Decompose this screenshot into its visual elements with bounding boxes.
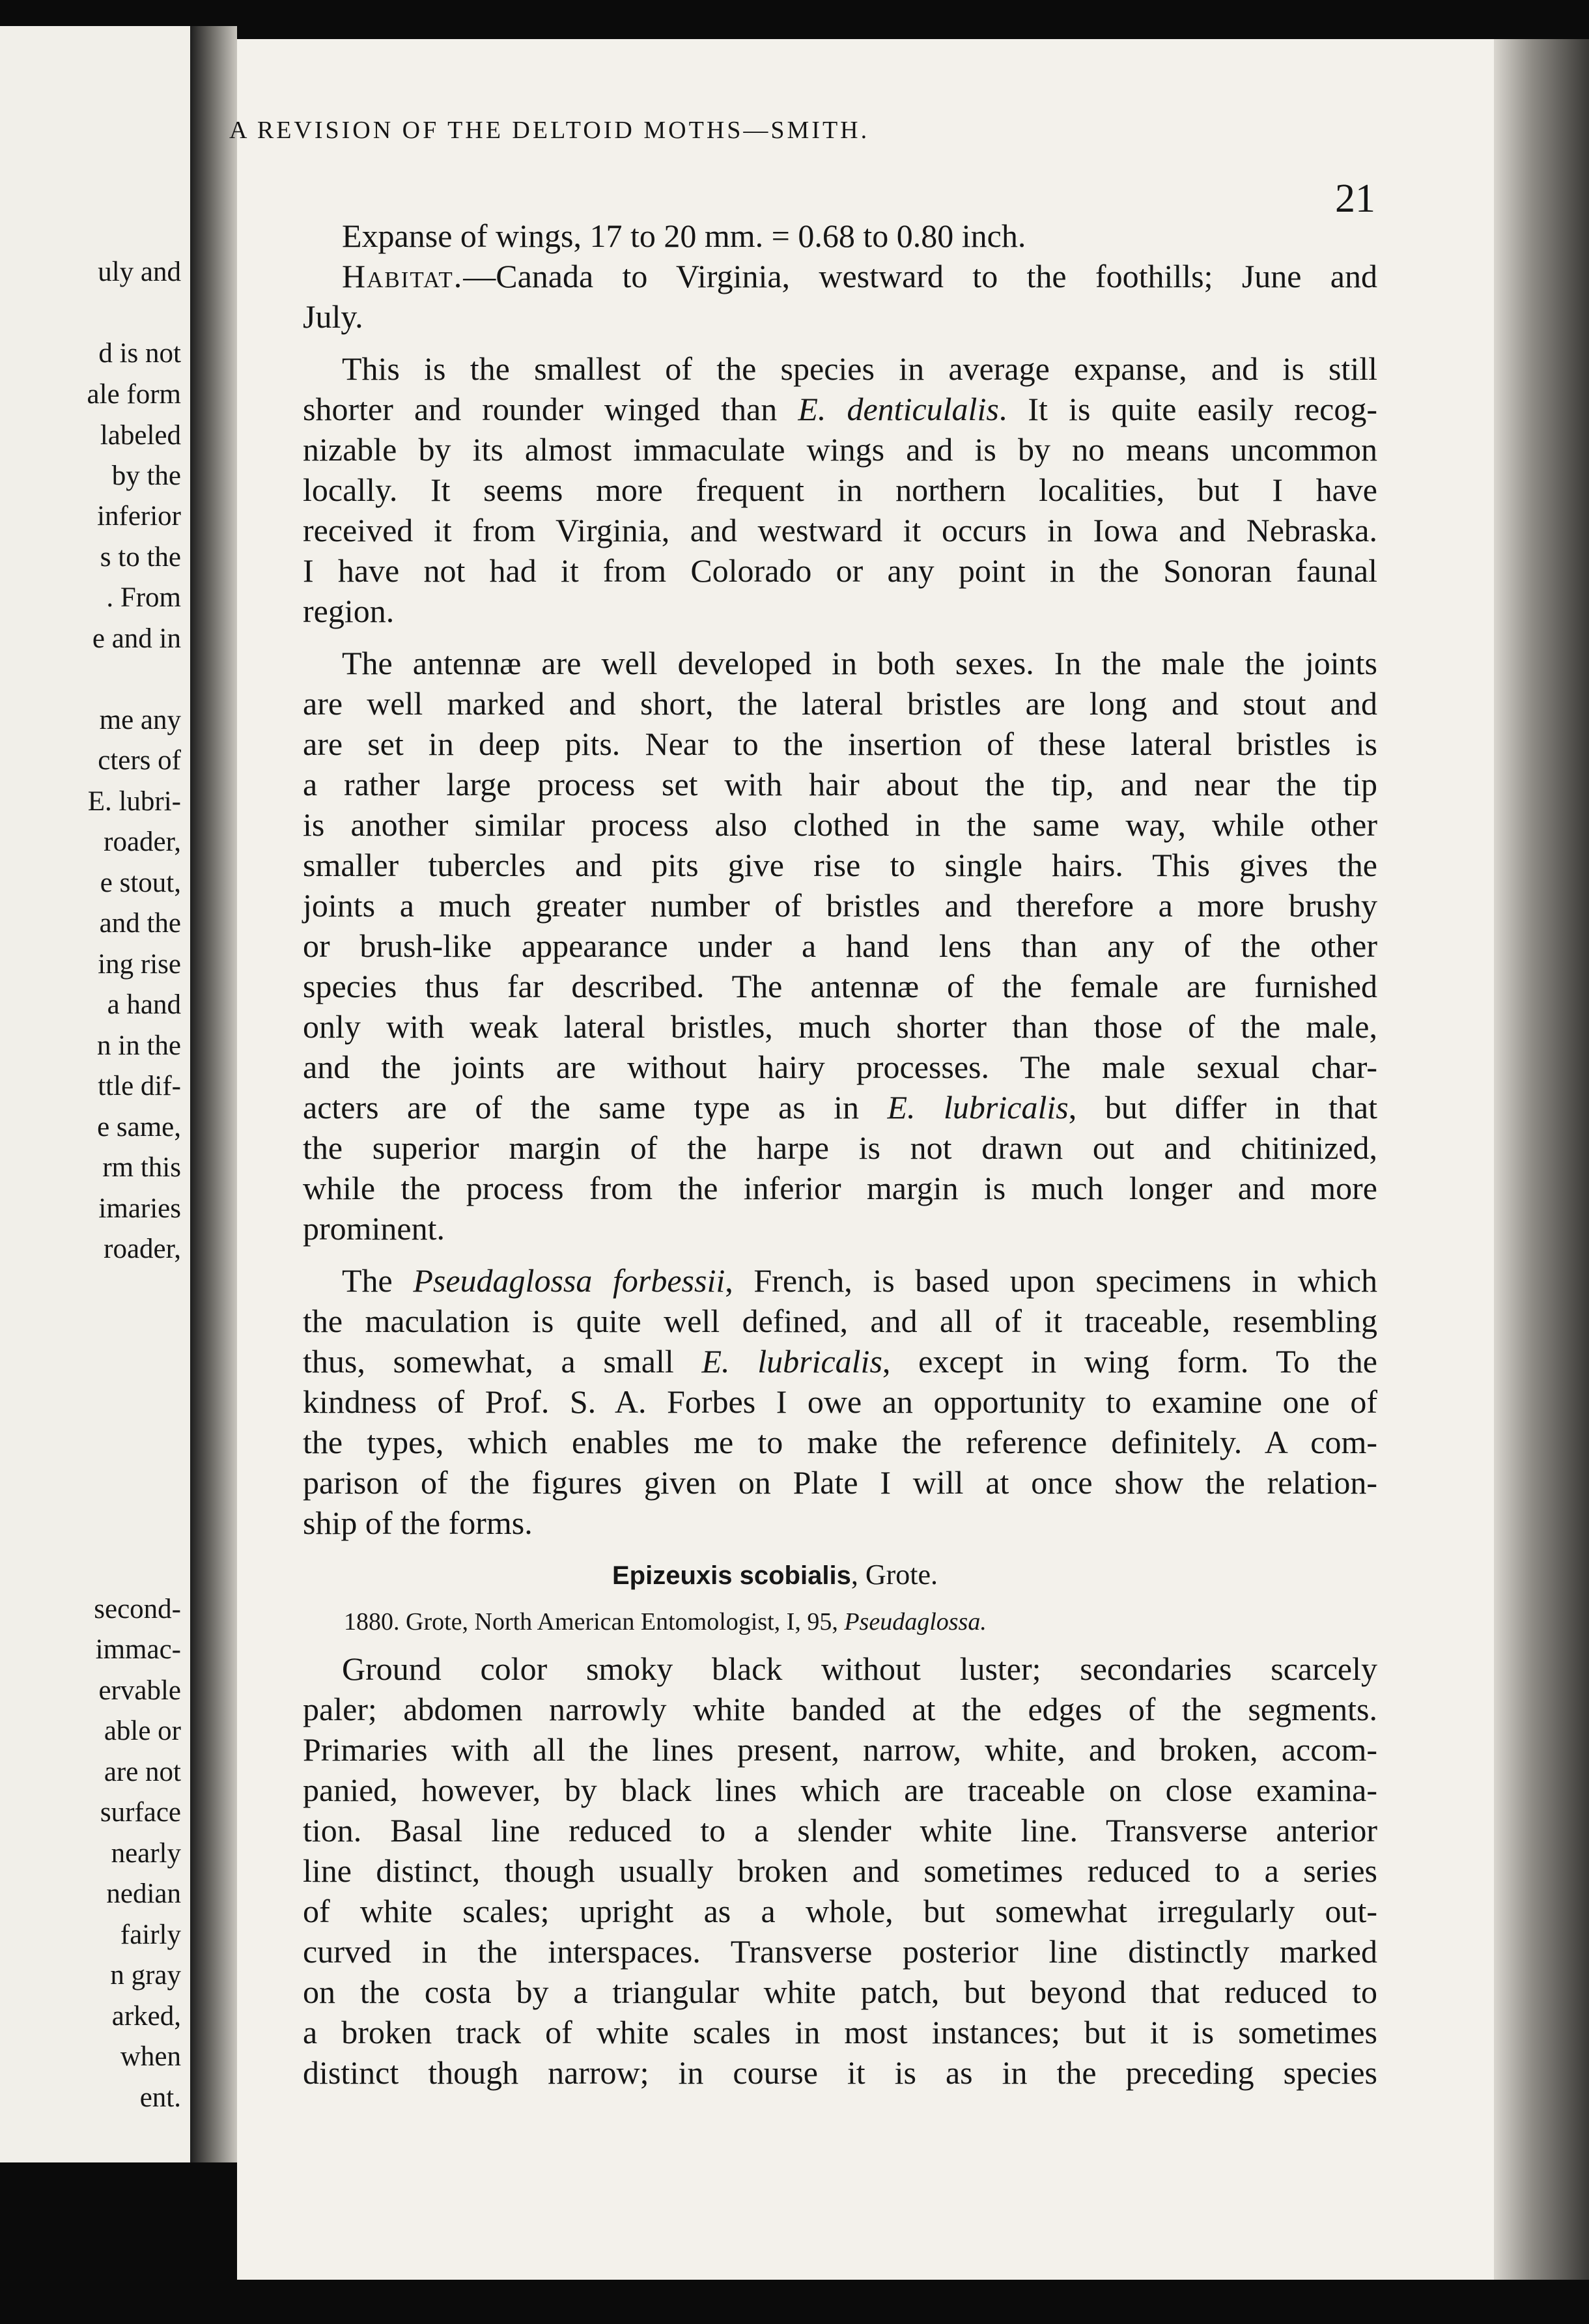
- left-page-fragment: and the: [99, 908, 181, 939]
- left-page-fragment: arked,: [111, 2001, 181, 2032]
- text-run: , but differ in that: [1068, 1089, 1378, 1126]
- left-page-fragment: e and in: [92, 623, 181, 654]
- left-page-fragment: imaries: [98, 1193, 181, 1224]
- text-line: [303, 2052, 1377, 2093]
- text-line: [303, 348, 1377, 390]
- text-line: [303, 763, 1377, 805]
- text-line: [303, 1381, 1377, 1423]
- text-line: [303, 1502, 1377, 1544]
- text-run: Primaries with all the lines present, narrow, white, and broken, accom-: [303, 1731, 1377, 1768]
- text-run: tion. Basal line reduced to a slender white line. Transverse anterior: [303, 1812, 1377, 1849]
- text-run: parison of the figures given on Plate I will at once show the relation-: [303, 1464, 1377, 1501]
- left-page-fragment: rm this: [102, 1152, 181, 1183]
- text-run: on the costa by a triangular white patch, but beyond that reduced to: [303, 1974, 1377, 2010]
- text-line: [303, 1729, 1377, 1770]
- left-page-fragment: inferior: [97, 501, 181, 531]
- text-run: Ground color smoky black without luster; secondaries scarcely: [342, 1651, 1377, 1687]
- text-run: are well marked and short, the lateral bristles are long and stout and: [303, 685, 1377, 722]
- text-line: [303, 388, 1377, 430]
- text-line: [303, 804, 1377, 845]
- text-line: [303, 1648, 1377, 1690]
- text-run: joints a much greater number of bristles and therefore a more brushy: [303, 887, 1377, 924]
- left-page-fragment: ale form: [87, 379, 181, 410]
- text-run: Habitat.: [342, 258, 464, 294]
- species-heading: [612, 1558, 938, 1591]
- text-line: [303, 1340, 1377, 1382]
- left-page-fragment: surface: [100, 1797, 181, 1828]
- text-line: [303, 469, 1377, 511]
- text-line: [303, 1260, 1377, 1301]
- text-run: shorter and rounder winged than: [303, 391, 798, 427]
- text-line: [303, 1809, 1377, 1851]
- text-run: acters are of the same type as in: [303, 1089, 888, 1126]
- text-run: panied, however, by black lines which are traceable on close examina-: [303, 1772, 1377, 1808]
- text-run: a rather large process set with hair about the tip, and near the tip: [303, 766, 1377, 802]
- left-page-fragment: roader,: [104, 827, 181, 857]
- left-page-fragment: second-: [94, 1594, 181, 1624]
- text-line: [303, 215, 1377, 257]
- text-line: [303, 1850, 1377, 1892]
- left-page-fragment: uly and: [98, 257, 181, 287]
- text-run: . It is quite easily recog-: [998, 391, 1378, 427]
- text-line: [303, 1931, 1377, 1972]
- text-run: This is the smallest of the species in average expanse, and is still: [342, 350, 1377, 387]
- left-page-fragment: nearly: [111, 1838, 181, 1869]
- text-line: [303, 1421, 1377, 1463]
- text-line: [303, 723, 1377, 765]
- left-page-fragment: d is not: [98, 338, 181, 369]
- text-run: The antennæ are well developed in both sexes. In the male the joints: [342, 645, 1377, 681]
- left-page-fragment: able or: [104, 1716, 181, 1746]
- left-page-fragment: labeled: [100, 420, 181, 451]
- citation-text: 1880. Grote, North American Entomologist, I, 95,: [344, 1608, 845, 1636]
- text-run: ship of the forms.: [303, 1505, 533, 1541]
- left-page-fragment: by the: [111, 461, 181, 491]
- left-page-fragment: cters of: [98, 745, 181, 776]
- text-run: is another similar process also clothed in the same way, while other: [303, 806, 1377, 843]
- text-run: the superior margin of the harpe is not drawn out and chitinized,: [303, 1129, 1377, 1166]
- page-gutter-shadow: [190, 26, 237, 2162]
- text-line: [303, 1769, 1377, 1811]
- left-page-fragment: fairly: [120, 1920, 181, 1950]
- text-run: received it from Virginia, and westward it occurs in Iowa and Nebraska.: [303, 512, 1377, 548]
- citation-genus: Pseudaglossa.: [844, 1608, 987, 1636]
- text-line: [303, 1167, 1377, 1209]
- text-run: only with weak lateral bristles, much shorter than those of the male,: [303, 1008, 1377, 1045]
- text-line: [303, 590, 1377, 632]
- left-page-fragment: ervable: [98, 1675, 181, 1706]
- text-run: I have not had it from Colorado or any point in the Sonoran faunal: [303, 552, 1377, 589]
- left-page-fragment: s to the: [100, 542, 181, 573]
- text-run: smaller tubercles and pits give rise to single hairs. This gives the: [303, 847, 1377, 883]
- text-run: or brush-like appearance under a hand lens than any of the other: [303, 928, 1377, 964]
- text-run: of white scales; upright as a whole, but somewhat irregularly out-: [303, 1893, 1377, 1929]
- left-page-fragment: a hand: [107, 989, 181, 1020]
- text-line: [303, 925, 1377, 967]
- left-page-fragment: immac-: [95, 1634, 181, 1665]
- text-line: [303, 296, 1377, 337]
- text-run: while the process from the inferior margin is much longer and more: [303, 1170, 1377, 1206]
- species-author: , Grote.: [851, 1559, 938, 1591]
- left-page-fragment: E. lubri-: [87, 786, 181, 817]
- text-line: [303, 1462, 1377, 1503]
- species-name: Epizeuxis scobialis: [612, 1561, 851, 1590]
- text-line: [303, 1971, 1377, 2013]
- left-page-fragment: n gray: [110, 1960, 181, 1991]
- text-run: , French, is based upon specimens in which: [725, 1262, 1377, 1299]
- text-run: Pseudaglossa forbessii: [413, 1262, 725, 1299]
- text-line: [303, 1688, 1377, 1730]
- text-run: thus, somewhat, a small: [303, 1343, 702, 1380]
- text-line: [303, 683, 1377, 724]
- text-run: the types, which enables me to make the reference definitely. A com-: [303, 1424, 1377, 1460]
- text-line: [303, 550, 1377, 591]
- text-line: [303, 429, 1377, 470]
- text-run: kindness of Prof. S. A. Forbes I owe an opportunity to examine one of: [303, 1383, 1377, 1420]
- left-page-fragment: e same,: [97, 1112, 181, 1142]
- text-run: distinct though narrow; in course it is as in the preceding species: [303, 2054, 1377, 2091]
- page-number: 21: [1335, 177, 1375, 221]
- left-page-fragment: e stout,: [100, 868, 181, 898]
- text-run: nizable by its almost immaculate wings and is by no means uncommon: [303, 431, 1377, 468]
- text-run: are set in deep pits. Near to the insertion of these lateral bristles is: [303, 726, 1377, 762]
- text-run: region.: [303, 593, 395, 629]
- text-run: locally. It seems more frequent in northern localities, but I have: [303, 472, 1377, 508]
- text-line: [303, 1890, 1377, 1932]
- left-page-fragment: . From: [106, 582, 181, 613]
- left-page-fragment: me any: [99, 705, 181, 735]
- text-line: [303, 1208, 1377, 1249]
- running-head: A REVISION OF THE DELTOID MOTHS—SMITH.: [229, 117, 870, 144]
- text-run: prominent.: [303, 1210, 445, 1247]
- text-run: line distinct, though usually broken and sometimes reduced to a series: [303, 1852, 1377, 1889]
- text-run: E. lubricalis: [701, 1343, 882, 1380]
- left-page-fragment: are not: [104, 1757, 181, 1787]
- page-edge-shadow: [1494, 39, 1589, 2280]
- left-page-fragment: roader,: [104, 1234, 181, 1264]
- left-page-fragment: ing rise: [98, 949, 181, 980]
- text-line: [303, 1086, 1377, 1128]
- text-line: [303, 885, 1377, 926]
- text-line: [303, 509, 1377, 551]
- text-run: E. lubricalis: [887, 1089, 1069, 1126]
- text-line: [303, 844, 1377, 886]
- facing-page-left: [0, 26, 192, 2162]
- text-line: [303, 1127, 1377, 1169]
- text-line: [303, 965, 1377, 1007]
- left-page-fragment: ttle dif-: [98, 1071, 181, 1101]
- text-run: Expanse of wings, 17 to 20 mm. = 0.68 to 0.80 inch.: [342, 218, 1026, 254]
- text-run: E. denticulalis: [798, 391, 999, 427]
- citation: [344, 1608, 987, 1636]
- left-page-fragment: nedian: [106, 1878, 181, 1909]
- text-line: [303, 642, 1377, 684]
- text-run: The: [342, 1262, 414, 1299]
- text-run: and the joints are without hairy processes. The male sexual char-: [303, 1049, 1377, 1085]
- text-run: paler; abdomen narrowly white banded at the edges of the segments.: [303, 1691, 1377, 1727]
- text-line: [303, 2011, 1377, 2053]
- text-line: [303, 1300, 1377, 1342]
- text-run: curved in the interspaces. Transverse posterior line distinctly marked: [303, 1933, 1377, 1970]
- text-run: a broken track of white scales in most instances; but it is sometimes: [303, 2014, 1377, 2050]
- left-page-fragment: ent.: [139, 2082, 181, 2113]
- text-line: [303, 1046, 1377, 1088]
- text-run: July.: [303, 298, 363, 335]
- text-run: —Canada to Virginia, westward to the foothills; June and: [463, 258, 1377, 294]
- left-page-fragment: n in the: [97, 1030, 181, 1061]
- text-line: [303, 255, 1377, 297]
- text-run: , except in wing form. To the: [882, 1343, 1377, 1380]
- text-run: species thus far described. The antennæ of the female are furnished: [303, 968, 1377, 1004]
- text-line: [303, 1006, 1377, 1047]
- text-run: the maculation is quite well defined, and all of it traceable, resembling: [303, 1303, 1377, 1339]
- left-page-fragment: when: [120, 2041, 181, 2072]
